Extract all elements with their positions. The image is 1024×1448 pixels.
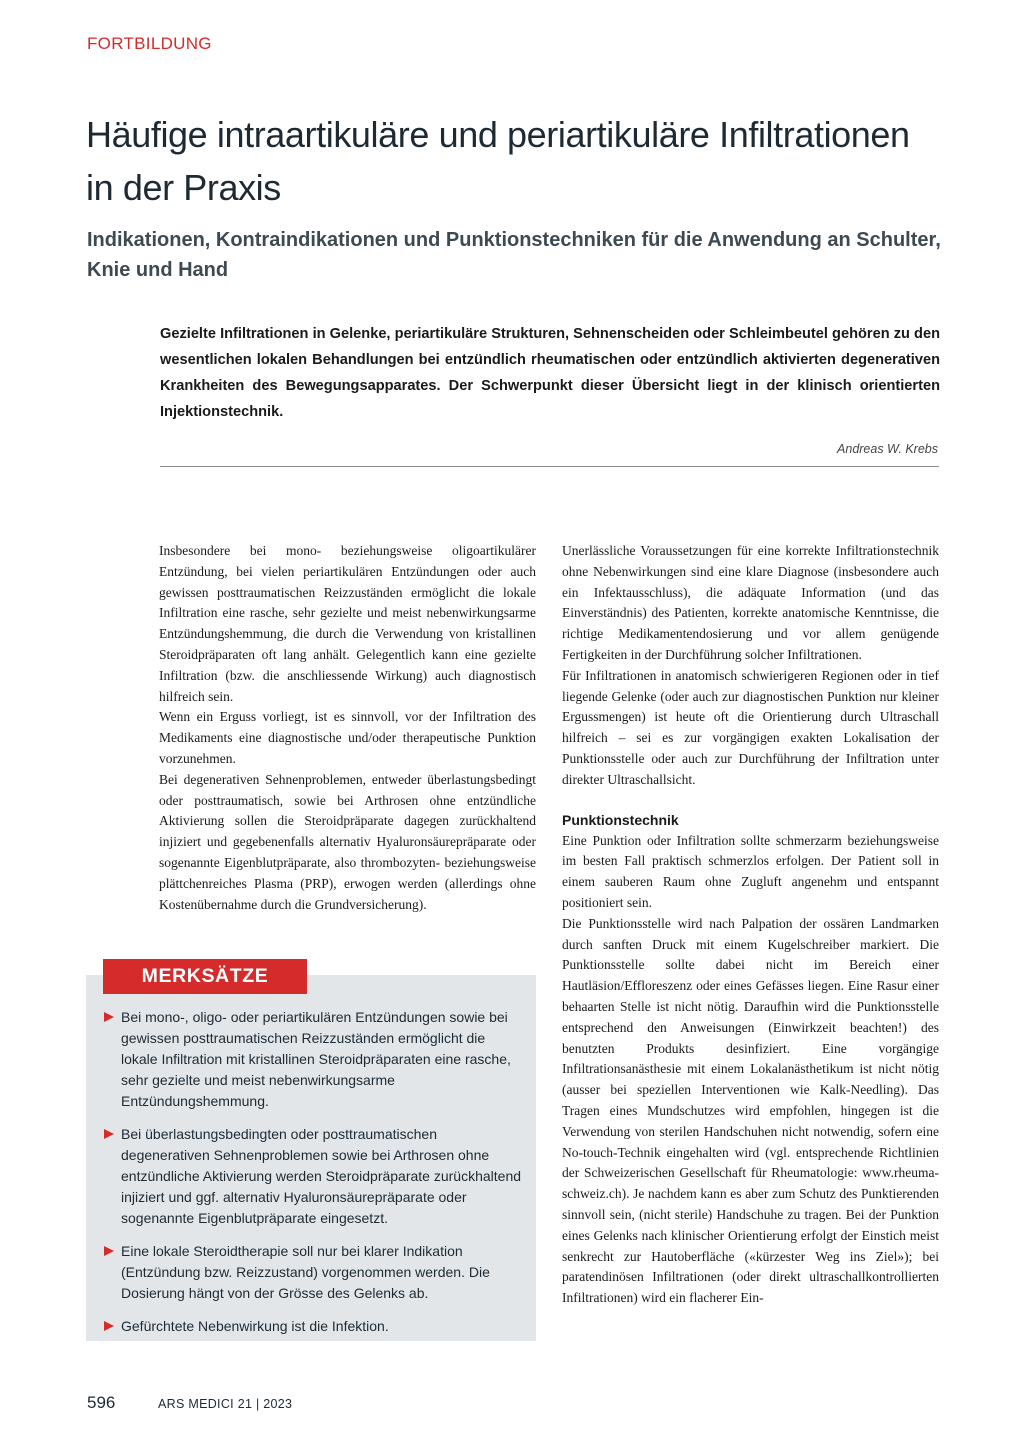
list-item-text: Gefürchtete Nebenwirkung ist die Infektion. <box>121 1318 389 1334</box>
article-title: Häufige intraartikuläre und periartikuläre Infiltrationen in der Praxis <box>86 114 910 208</box>
author: Andreas W. Krebs <box>837 442 938 456</box>
paragraph: Eine Punktion oder Infiltration sollte schmerzarm beziehungsweise im besten Fall praktisch schmerzlos erfolgen. Der Patient soll in einem sauberen Raum ohne Zugluft angenehm und entspannt positioniert sein. <box>562 832 939 910</box>
page-number: 596 <box>87 1393 116 1412</box>
list-item <box>104 1124 524 1229</box>
triangle-bullet-icon <box>104 1012 114 1022</box>
journal-name: ARS MEDICI 21 | 2023 <box>158 1397 293 1411</box>
paragraph: Unerlässliche Voraussetzungen für eine korrekte Infiltrationstechnik ohne Nebenwirkungen sind eine klare Diagnose (insbesondere auch ein Infektausschluss), die adäquate Information (und das Einverständnis) des Patienten, korrekte anatomische Kenntnisse, die richtige Medikamentendosierung und vor allem genügende Fertigkeiten in der Durchführung solcher Infiltrationen. <box>562 543 939 662</box>
list-item-text: Eine lokale Steroidtherapie soll nur bei klarer Indikation (Entzündung bzw. Reizzustand) vorgenommen werden. Die Dosierung hängt von der Grösse des Gelenks ab. <box>121 1243 490 1301</box>
list-item-text: Bei überlastungsbedingten oder posttraumatischen degenerativen Sehnenproblemen sowie bei Arthrosen ohne entzündliche Aktivierung werden Steroidpräparate zurückhaltend injiziert und ggf. alternativ Hyaluronsäurepräparate oder sogenannte Eigenblutpräparate eingesetzt. <box>121 1126 522 1226</box>
paragraph: Wenn ein Erguss vorliegt, ist es sinnvoll, vor der Infiltration des Medikaments eine diagnostische und/oder therapeutische Punktion vorzunehmen. <box>159 709 536 766</box>
article-lead: Gezielte Infiltrationen in Gelenke, periartikuläre Strukturen, Sehnenscheiden oder Schleimbeutel gehören zu den wesentlichen lokalen Behandlungen bei entzündlich rheumatischen oder entzündlich aktivierten degenerativen Krankheiten des Bewegungsapparates. Der Schwerpunkt dieser Übersicht liegt in der klinisch orientierten Injektionstechnik. <box>160 326 940 420</box>
section-heading: Punktionstechnik <box>562 811 679 828</box>
paragraph: Für Infiltrationen in anatomisch schwierigeren Regionen oder in tief liegende Gelenke (oder auch zur diagnostischen Punktion nur kleiner Ergussmengen) ist heute oft die Orientierung durch Ultraschall hilfreich – sei es zur vorgängigen exakten Lokalisation der Punktionsstelle oder auch zur Durchführung der Infiltration unter direkter Ultraschallsicht. <box>562 667 939 787</box>
triangle-bullet-icon <box>104 1246 114 1256</box>
divider <box>160 466 939 467</box>
merksaetze-title: MERKSÄTZE <box>103 959 307 994</box>
list-item-text: Bei mono-, oligo- oder periartikulären Entzündungen sowie bei gewissen posttraumatischen Reizzuständen ermöglicht die lokale Infiltration mit kristallinen Steroidpräparaten eine rasche, sehr gezielte und meist nebenwirkungsarme Entzündungshemmung. <box>121 1009 511 1109</box>
list-item <box>104 1241 524 1304</box>
paragraph: Die Punktionsstelle wird nach Palpation der ossären Landmarken durch sanften Druck mit einem Kugelschreiber markiert. Die Punktionsstelle sollte dabei nicht im Bereich einer Hautläsion/Effloreszenz oder eines Gefässes liegen. Eine Rasur einer behaarten Stelle ist nicht nötig. Daraufhin wird die Punktionsstelle entsprechend den Anweisungen (Einwirkzeit beachten!) des benutzten Produkts desinfiziert. Eine vorgängige Infiltrationsanästhesie mit einem Lokalanästhetikum ist nicht nötig (ausser bei speziellen Interventionen wie Kalk-Needling). Das Tragen eines Mundschutzes wird empfohlen, hingegen ist die Verwendung von sterilen Handschuhen nicht notwendig, sofern eine No-touch-Technik eingehalten wird (vgl. entsprechende Richtlinien der Schweizerischen Gesellschaft für Rheumatologie: www.rheuma-schweiz.ch). Je nachdem kann es aber zum Schutz des Punktierenden sinnvoll sein, (nicht sterile) Handschuhe zu tragen. Bei der Punktion eines Gelenks nach klinischer Orientierung erfolgt der Einstich meist senkrecht zur Hautoberfläche («kürzester Weg ins Ziel»); bei paratendinösen Infiltrationen (oder direkt ultraschallkontrollierten Infiltrationen) wird ein flacherer Ein- <box>562 915 939 1306</box>
section-label: FORTBILDUNG <box>87 34 212 53</box>
body-column-right <box>562 541 939 1309</box>
paragraph: Bei degenerativen Sehnenproblemen, entweder überlastungsbedingt oder posttraumatisch, sowie bei Arthrosen ohne entzündliche Aktivierung sollen die Steroidpräparate dagegen zurückhaltend injiziert und gegebenenfalls alternativ Hyaluronsäurepräparate oder sogenannte Eigenblutpräparate, also thrombozyten- beziehungsweise plättchenreiches Plasma (PRP), erwogen werden (allerdings ohne Kostenübernahme durch die Grundversicherung). <box>159 771 536 912</box>
list-item <box>104 1007 524 1112</box>
body-column-left <box>159 541 536 915</box>
triangle-bullet-icon <box>104 1129 114 1139</box>
article-subtitle: Indikationen, Kontraindikationen und Punktionstechniken für die Anwendung an Schulter, Knie und Hand <box>87 229 941 281</box>
merksaetze-list <box>104 1007 524 1349</box>
paragraph: Insbesondere bei mono- beziehungsweise oligoartikulärer Entzündung, bei vielen periartikulären Entzündungen oder auch gewissen posttraumatischen Reizzuständen ermöglicht die lokale Infiltration eine rasche, sehr gezielte und meist nebenwirkungsarme Entzündungshemmung, die durch die Verwendung von kristallinen Steroidpräparaten oft lang anhält. Gelegentlich kann eine gezielte Infiltration (bzw. die anschliessende Wirkung) auch diagnostisch hilfreich sein. <box>159 543 536 704</box>
triangle-bullet-icon <box>104 1321 114 1331</box>
list-item <box>104 1316 524 1337</box>
